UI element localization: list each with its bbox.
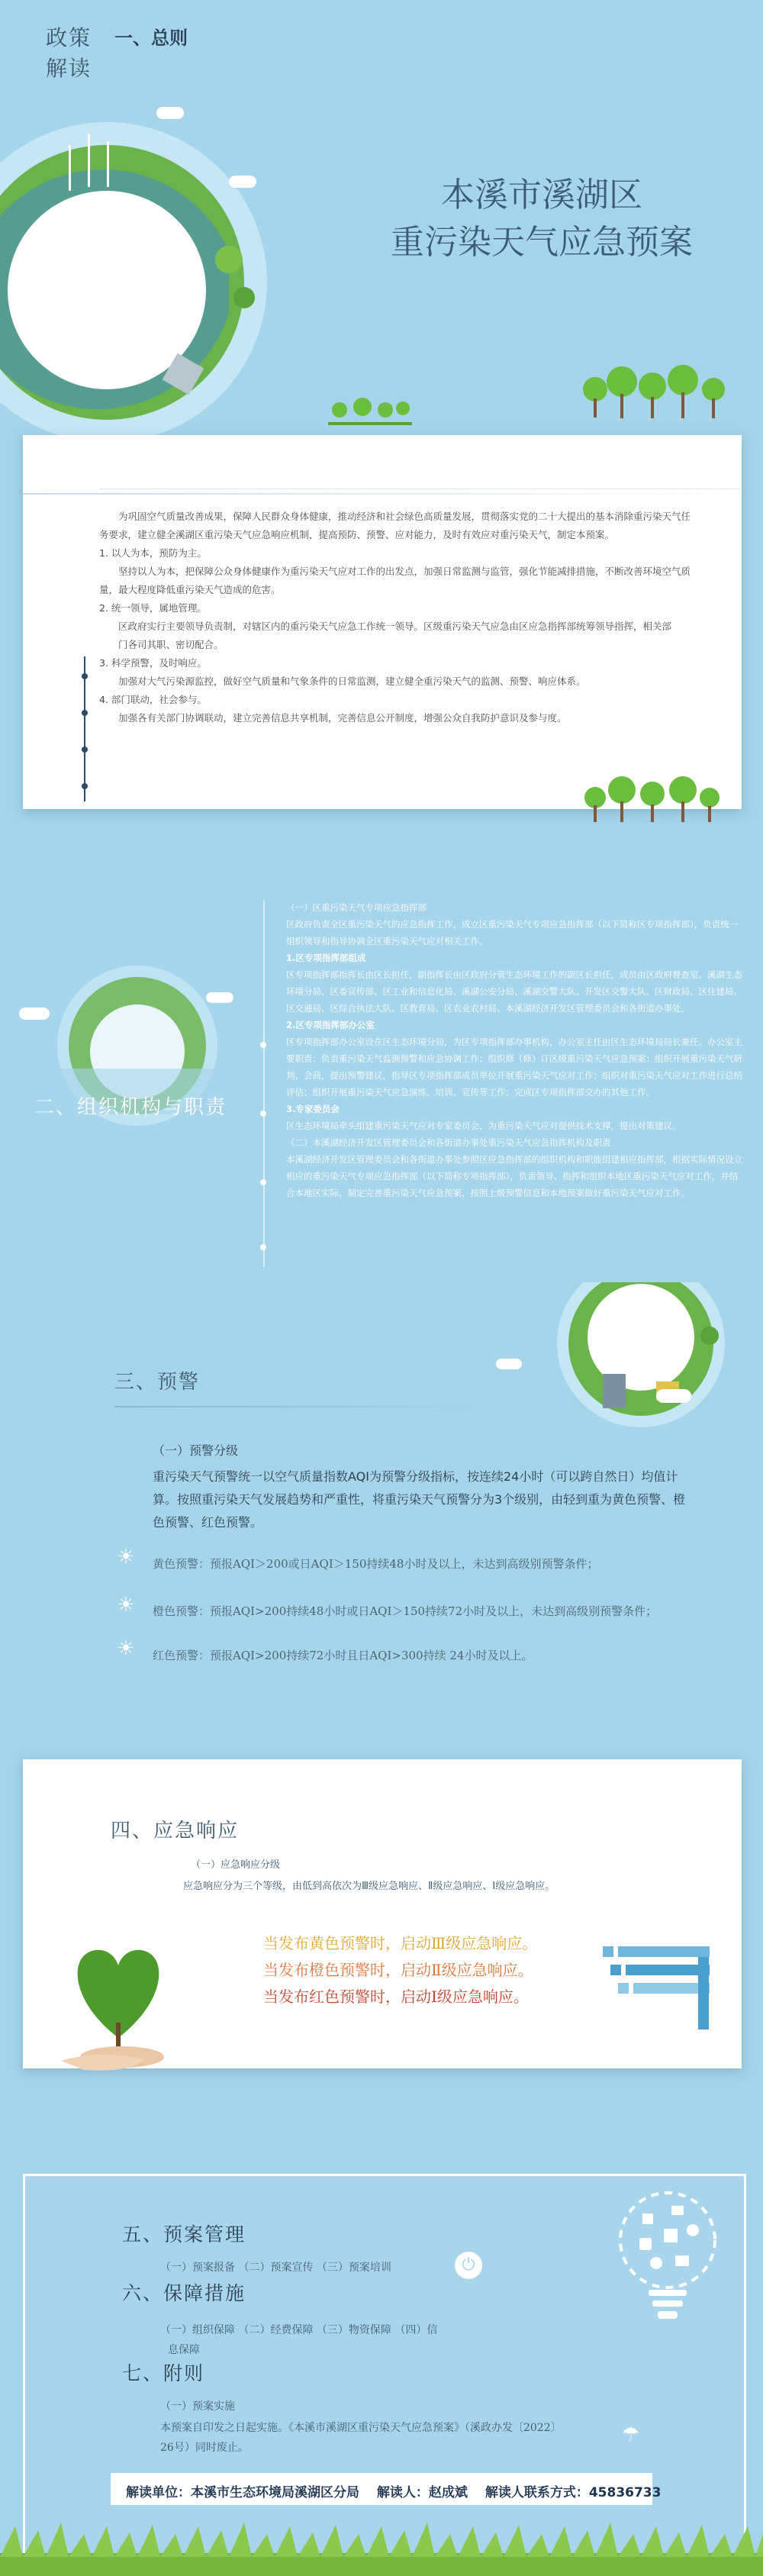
section3-rule <box>114 1406 481 1407</box>
response-level-2: 当发布橙色预警时，启动Ⅱ级应急响应。 <box>263 1961 533 1979</box>
paragraph: 区政府实行主要领导负责制，对辖区内的重污染天气应急工作统一领导。区级重污染天气应急由区应急指挥部统筹领导指挥，相关部 <box>118 621 672 632</box>
trees-small-illustration <box>328 393 412 427</box>
yellow-warning: 黄色预警：预报AQI＞200或日AQI＞150持续48小时及以上，未达到高级别预警条件； <box>153 1557 599 1571</box>
umbrella-icon: ☂ <box>622 2423 640 2446</box>
section2-line: 区生态环境局牵头组建重污染天气应对专家委员会，为重污染天气应对提供技术支撑，提出对策建议。 <box>286 1120 681 1131</box>
section3-heading: 三、预警 <box>114 1371 201 1394</box>
timeline-dot <box>82 710 88 716</box>
section2-line: 3.专家委员会 <box>286 1104 340 1114</box>
paragraph: 4. 部门联动，社会参与。 <box>99 694 207 705</box>
heart-tree-illustration <box>53 1923 183 2076</box>
section6-heading: 六、保障措施 <box>122 2282 246 2304</box>
policy-tag <box>46 23 92 84</box>
paragraph: 3. 科学预警，及时响应。 <box>99 657 207 669</box>
section5-items: （一）预案报备 （二）预案宣传 （三）预案培训 <box>160 2262 391 2274</box>
section2-line: 2.区专项指挥部办公室 <box>286 1020 375 1030</box>
timeline-dot <box>82 783 88 789</box>
lightbulb-icon: ☀ <box>117 1637 135 1660</box>
response-level-1: 当发布红色预警时，启动Ⅰ级应急响应。 <box>263 1988 529 2006</box>
section6-items-line2: 息保障 <box>168 2344 200 2356</box>
paragraph: 门各司其职、密切配合。 <box>118 639 224 650</box>
lightbulb-icon: ☀ <box>117 1546 135 1568</box>
policy-tag-line1: 政策 <box>46 25 92 50</box>
section2-vertical-line <box>263 901 265 1267</box>
paragraph: 为巩固空气质量改善成果，保障人民群众身体健康，推动经济和社会绿色高质量发展，贯彻落实党的二十大提出的基本消除重污染天气任务要求，建立健全溪湖区重污染天气应急响应机制，提高预防、预警、应对能力，及时有效应对重污染天气，制定本预案。 <box>99 511 691 540</box>
section1-heading-underline <box>99 488 740 489</box>
section7-sub: （一）预案实施 <box>160 2400 235 2413</box>
section3-subheading: （一）预警分级 <box>153 1443 239 1458</box>
paragraph: 加强对大气污染源监控，做好空气质量和气象条件的日常监测，建立健全重污染天气的监测、预警、响应体系。 <box>118 675 586 687</box>
section1-heading: 一、总则 <box>114 27 188 49</box>
section7-description <box>160 2418 618 2458</box>
timeline-dot <box>82 673 88 679</box>
earth-illustration <box>0 99 298 435</box>
cloud-decoration <box>656 1389 691 1403</box>
red-warning: 红色预警：预报AQI>200持续72小时且日AQI>300持续 24小时及以上。 <box>153 1649 533 1662</box>
cloud-decoration <box>496 1359 522 1369</box>
section3-description: 重污染天气预警统一以空气质量指数AQI为预警分级指标，按连续24小时（可以跨自然日）均值计算。按照重污染天气发展趋势和严重性，将重污染天气预警分为3个级别，由轻到重为黄色预警、橙色预警、红色预警。 <box>153 1469 686 1530</box>
section6-items <box>160 2320 481 2360</box>
timeline-dot <box>260 1244 266 1250</box>
power-icon: ⏻ <box>455 2252 482 2279</box>
section2-line: 1.区专项指挥部组成 <box>286 953 366 963</box>
paragraph: 坚持以人为本，把保障公众身体健康作为重污染天气应对工作的出发点，加强日常监测与监管，强化节能减排措施，不断改善环境空气质量，最大程度降低重污染天气造成的危害。 <box>99 566 691 595</box>
lightbulb-icons-illustration <box>595 2183 740 2351</box>
section4-subheading: （一）应急响应分级 <box>191 1859 281 1871</box>
main-title <box>366 172 717 266</box>
trees-illustration <box>580 771 725 824</box>
main-title-line1: 本溪市溪湖区 <box>441 176 642 214</box>
section7-desc-line1: 本预案自印发之日起实施。《本溪市溪湖区重污染天气应急预案》（溪政办发〔2022〕 <box>160 2422 562 2434</box>
timeline-dot <box>260 1042 266 1048</box>
lightbulb-icon: ☀ <box>117 1594 135 1617</box>
section2-line: （一）区重污染天气专项应急指挥部 <box>286 902 427 913</box>
earth-illustration <box>488 1282 740 1427</box>
trees-illustration <box>580 359 740 420</box>
section4-heading: 四、应急响应 <box>111 1820 240 1843</box>
section5-heading: 五、预案管理 <box>122 2223 246 2246</box>
footer-contact: 解读单位：本溪市生态环境局溪湖区分局 解读人：赵成斌 解读人联系方式：45836733 <box>126 2485 662 2500</box>
section2-body <box>286 899 744 1201</box>
paragraph: 1. 以人为本，预防为主。 <box>99 547 207 559</box>
section6-items-line1: （一）组织保障 （二）经费保障 （三）物资保障 （四）信 <box>160 2324 438 2336</box>
section7-desc-line2: 26号）同时废止。 <box>160 2442 249 2454</box>
policy-tag-line2: 解读 <box>46 56 92 81</box>
section1-body <box>99 508 694 727</box>
timeline-dot <box>260 1111 266 1117</box>
section2-line: （二）本溪湖经济开发区管理委员会和各街道办事处重污染天气应急指挥机构及职责 <box>286 1137 611 1148</box>
section7-heading: 七、附则 <box>122 2362 205 2384</box>
paragraph: 加强各有关部门协调联动，建立完善信息共享机制，完善信息公开制度，增强公众自我防护意识及参与度。 <box>118 712 567 724</box>
section4-description: 应急响应分为三个等级，由低到高依次为Ⅲ级应急响应、Ⅱ级应急响应、Ⅰ级应急响应。 <box>183 1881 555 1892</box>
grass-decoration <box>0 2511 763 2576</box>
paragraph: 2. 统一领导，属地管理。 <box>99 602 207 614</box>
cloud-decoration <box>206 992 233 1003</box>
main-title-line2: 重污染天气应急预案 <box>391 223 693 262</box>
cloud-decoration <box>156 107 184 119</box>
arrows-decoration <box>603 1946 717 2030</box>
response-level-3: 当发布黄色预警时，启动Ⅲ级应急响应。 <box>263 1934 538 1952</box>
cloud-decoration <box>229 176 256 188</box>
section2-heading: 二、组织机构与职责 <box>34 1096 227 1119</box>
timeline-dot <box>260 1179 266 1185</box>
section2-line: 区政府负责全区重污染天气的应急指挥工作，成立区重污染天气专项应急指挥部（以下简称区专项指挥部），负责统一组织领导和指导协调全区重污染天气应对相关工作。 <box>286 919 739 946</box>
cloud-decoration <box>19 1008 50 1020</box>
orange-warning: 橙色预警：预报AQI>200持续48小时或日AQI＞150持续72小时及以上，未达到高级别预警条件； <box>153 1604 658 1618</box>
section2-line: 区专项指挥部办公室设在区生态环境分局，为区专项指挥部办事机构，办公室主任由区生态环境局局长兼任。办公室主要职责：负责重污染天气监测预警和应急协调工作；组织修（修）订区级重污染天气应急预案；组织开展重污染天气研判、会商，提出预警建议，指导区专项指挥部成员单位开展重污染天气应对工作；组织对重污染天气应对工作进行总结评估；组织开展重污染天气应急演练、培训、宣传等工作；完成区专项指挥部交办的其他工作。 <box>286 1037 742 1098</box>
timeline-dot <box>82 746 88 753</box>
section2-line: 本溪湖经济开发区管理委员会和各街道办事处参照区应急指挥部的组织机构和职能组建相应指挥部，根据实际情况设立相应的重污染天气专项应急指挥部（以下简称专项指挥部），负责领导、指挥和组织本地区重污染天气应对工作，并结合本地区实际，制定完善重污染天气应急预案，按照上级预警信息和本地预案做好重污染天气应对工作。 <box>286 1154 742 1198</box>
section2-line: 区专项指挥部指挥长由区长担任，副指挥长由区政府分管生态环境工作的副区长担任，成员由区政府督查室、溪湖生态环境分局、区委宣传部、区工业和信息化局、溪湖公安分局、溪湖交警大队、开发区交警大队、区财政局、区住建局、区交通局、区综合执法大队、区教育局、区农业农村局、本溪湖经济开发区管理委员会和各街道办事处。 <box>286 969 742 1014</box>
